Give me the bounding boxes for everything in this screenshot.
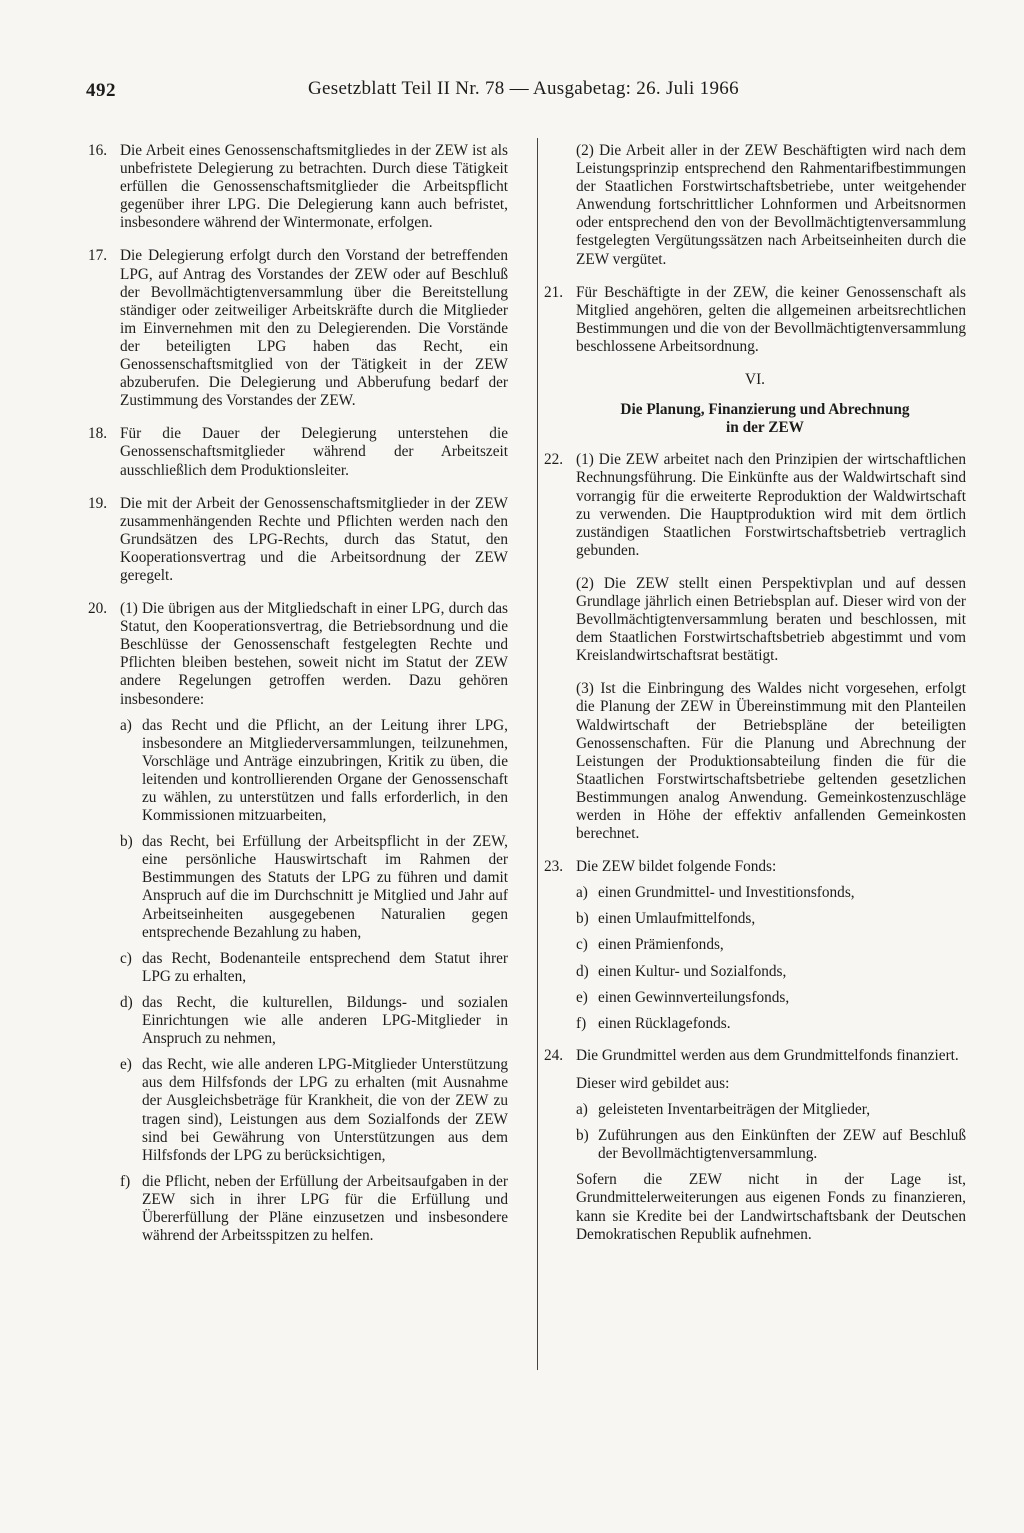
section-numeral: VI. [745, 371, 765, 389]
fonds-list [576, 884, 966, 1033]
list-item-text: einen Grundmittel- und Investitionsfonds, [598, 884, 855, 902]
paragraph-text: Die ZEW bildet folgende Fonds: [576, 858, 777, 876]
list-item-text: das Recht, die kulturellen, Bildungs- und sozialen Einrichtungen wie alle anderen LPG-Mitglieder in Anspruch zu nehmen, [142, 993, 508, 1048]
paragraph-text: Die Delegierung erfolgt durch den Vorstand der betreffenden LPG, auf Antrag des Vorstandes der ZEW oder auf Beschluß der Bevollmächtigtenversammlung über die Bereitstellung ständiger oder zeitweiliger Arbeitskräfte durch die Mitglieder im Einvernehmen mit den zu Delegierenden. Die Vorstände der beteiligten LPG haben das Recht, ein Genossenschaftsmitglied von der Tätigkeit in der ZEW abzuberufen. Die Delegierung und Abberufung bedarf der Zustimmung des Vorstandes der ZEW. [120, 247, 508, 410]
list-item [120, 1173, 508, 1245]
list-item-text: einen Rücklagefonds. [598, 1014, 731, 1032]
list-item-text: das Recht, bei Erfüllung der Arbeitspflicht in der ZEW, eine persönliche Hauswirtschaft im Rahmen der Bestimmungen des Statuts der LPG zu führen und damit Anspruch auf die im Durchschnitt je Mitglied und Jahr auf Arbeitseinheiten ausgegebenen Naturalien gegen entsprechende Bezahlung zu haben, [142, 833, 508, 941]
paragraph-21 [544, 284, 966, 356]
list-marker: c) [576, 936, 588, 954]
list-item [576, 910, 966, 928]
column-divider [537, 138, 538, 1370]
paragraph-number: 24. [544, 1046, 564, 1064]
list-item [576, 1101, 966, 1119]
list-marker: b) [120, 833, 133, 851]
paragraph-number: 22. [544, 451, 564, 469]
paragraph-text: Die Grundmittel werden aus dem Grundmittelfonds finanziert. [576, 1046, 959, 1064]
list-item-text: die Pflicht, neben der Erfüllung der Arbeitsaufgaben in der ZEW sich in ihrer LPG für die Erfüllung und Übererfüllung der Pläne einzusetzen und insbesondere während der Arbeitsspitzen zu helfen. [142, 1172, 508, 1245]
right-column [544, 142, 966, 1259]
running-title: Gesetzblatt Teil II Nr. 78 — Ausgabetag: 26. Juli 1966 [308, 78, 739, 99]
paragraph-23 [544, 858, 966, 876]
page-number: 492 [86, 80, 116, 101]
list-marker: f) [120, 1172, 131, 1190]
paragraph-number: 23. [544, 858, 564, 876]
paragraph-text: Die mit der Arbeit der Genossenschaftsmitglieder in der ZEW zusammenhängenden Rechte und Pflichten werden nach den Grundsätzen des LPG-Rechts, durch das Statut, den Kooperationsvertrag und die Arbeitsordnung der ZEW geregelt. [120, 494, 508, 584]
paragraph-20 [88, 600, 508, 709]
list-marker: f) [576, 1014, 587, 1032]
list-item-text: einen Umlaufmittelfonds, [598, 910, 756, 928]
list-marker: a) [120, 716, 132, 734]
paragraph-number: 19. [88, 494, 108, 512]
list-item-text: Zuführungen aus den Einkünften der ZEW auf Beschluß der Bevollmächtigtenversammlung. [598, 1127, 966, 1163]
paragraph-text: (1) Die übrigen aus der Mitgliedschaft in einer LPG, durch das Statut, den Kooperationsvertrag, die Betriebsordnung und die Beschlüsse der Genossenschaft festgelegten Rechte und Pflichten bleiben bestehen, soweit nicht im Statut der ZEW andere Regelungen getroffen werden. Dazu gehören insbesondere: [120, 600, 508, 708]
paragraph-text: Für die Dauer der Delegierung unterstehen die Genossenschaftsmitglieder während der Arbeitszeit ausschließlich dem Produktionsleiter. [120, 425, 508, 479]
list-marker: a) [576, 884, 588, 902]
list-marker: d) [120, 993, 133, 1011]
paragraph-22 [544, 451, 966, 560]
list-item-text: geleisteten Inventarbeiträgen der Mitglieder, [598, 1101, 871, 1119]
list-marker: d) [576, 962, 589, 980]
list-item [576, 884, 966, 902]
paragraph-18 [88, 425, 508, 479]
list-item-text: einen Prämienfonds, [598, 936, 724, 954]
section-title-line-1: Die Planung, Finanzierung und Abrechnung [620, 401, 910, 419]
paragraph-16 [88, 142, 508, 232]
list-marker: b) [576, 910, 589, 928]
paragraph-text: (1) Die ZEW arbeitet nach den Prinzipien der wirtschaftlichen Rechnungsführung. Die Einkünfte aus der Waldwirtschaft sind vorrangig für die erweiterte Reproduktion der Waldwirtschaft zu verwenden. Die Hauptproduktion wird mit dem örtlich zuständigen Staatlichen Forstwirtschaftsbetrieb vertraglich gebunden. [576, 451, 966, 559]
paragraph-24-list [576, 1101, 966, 1163]
list-item [120, 950, 508, 986]
left-column [88, 142, 508, 1253]
paragraph-24-closing: Sofern die ZEW nicht in der Lage ist, Grundmittelerweiterungen aus eigenen Fonds zu finanzieren, kann sie Kredite bei der Landwirtschaftsbank der Deutschen Demokratischen Republik aufnehmen. [576, 1171, 966, 1243]
paragraph-text: Für Beschäftigte in der ZEW, die keiner Genossenschaft als Mitglied angehören, gelten die allgemeinen arbeitsrechtlichen Bestimmungen und die von der Bevollmächtigtenversammlung beschlossene Arbeitsordnung. [576, 283, 966, 355]
list-item-text: einen Gewinnverteilungsfonds, [598, 988, 790, 1006]
paragraph-24-sub-intro: Dieser wird gebildet aus: [576, 1074, 730, 1092]
paragraph-number: 18. [88, 425, 108, 443]
paragraph-24 [544, 1047, 966, 1065]
paragraph-number: 17. [88, 247, 108, 265]
list-item-text: das Recht, Bodenanteile entsprechend dem Statut ihrer LPG zu erhalten, [142, 949, 508, 985]
paragraph-22-subsection-3: (3) Ist die Einbringung des Waldes nicht vorgesehen, erfolgt die Planung der ZEW in Übereinstimmung mit den Planteilen Waldwirtschaft der Betriebspläne der beteiligten Genossenschaften. Für die Planung und Abrechnung der Leistungen der Produktionsabteilung finden die für die Staatlichen Forstwirtschaftsbetriebe geltenden gesetzlichen Bestimmungen analog Anwendung. Gemeinkostenzuschläge werden in Höhe der effektiv anfallenden Gemeinkosten berechnet. [576, 680, 966, 843]
paragraph-19 [88, 495, 508, 585]
list-marker: e) [120, 1056, 132, 1074]
list-item [576, 963, 966, 981]
section-title-line-2: in der ZEW [726, 419, 804, 437]
section-title [544, 401, 966, 437]
paragraph-17 [88, 247, 508, 410]
list-marker: a) [576, 1101, 588, 1119]
list-item [576, 936, 966, 954]
list-item [576, 1127, 966, 1163]
list-item [120, 833, 508, 942]
paragraph-20-list [120, 717, 508, 1246]
list-item [576, 1015, 966, 1033]
list-item-text: das Recht und die Pflicht, an der Leitung ihrer LPG, insbesondere an Mitgliederversammlungen, teilzunehmen, Vorschläge und Anträge einzubringen, Kritik zu üben, die leitenden und kontrollierenden Organe der Genossenschaft zu wählen, zu unterstützen und falls erforderlich, in den Kommissionen mitzuarbeiten, [142, 716, 508, 825]
list-item-text: das Recht, wie alle anderen LPG-Mitglieder Unterstützung aus dem Hilfsfonds der LPG zu erhalten (mit Ausnahme der Ausgleichsbeträge für Krankheit, die von der ZEW zu tragen sind), Leistungen aus dem Sozialfonds der ZEW sind bei Gewährung von Unterstützungen aus dem Hilfsfonds der LPG zu berücksichtigen, [142, 1056, 508, 1164]
paragraph-20-subsection-2: (2) Die Arbeit aller in der ZEW Beschäftigten wird nach dem Leistungsprinzip entsprechend den Rahmentarifbestimmungen der Staatlichen Forstwirtschaftsbetriebe, unter weitgehender Anwendung fortschrittlicher Lohnformen und Arbeitsnormen oder entsprechend den von der Bevollmächtigtenversammlung festgelegten Vergütungssätzen nach Arbeitseinheiten durch die ZEW vergütet. [576, 142, 966, 268]
paragraph-22-subsection-2: (2) Die ZEW stellt einen Perspektivplan und auf dessen Grundlage jährlich einen Betriebsplan auf. Dieser wird von der Bevollmächtigtenversammlung beraten und beschlossen, mit dem Staatlichen Forstwirtschaftsbetrieb abgestimmt und vom Kreislandwirtschaftsrat bestätigt. [576, 574, 966, 665]
list-item [120, 717, 508, 826]
paragraph-text: Die Arbeit eines Genossenschaftsmitgliedes in der ZEW ist als unbefristete Delegierung zu betrachten. Durch diese Tätigkeit erfüllen die Genossenschaftsmitglieder die Arbeitspflicht gegenüber ihrer LPG. Die Delegierung kann auch befristet, insbesondere während der Wintermonate, erfolgen. [120, 142, 508, 232]
paragraph-number: 16. [88, 142, 108, 159]
paragraph-number: 20. [88, 600, 108, 618]
list-item [576, 989, 966, 1007]
list-item-text: einen Kultur- und Sozialfonds, [598, 962, 787, 980]
paragraph-number: 21. [544, 283, 564, 301]
list-item [120, 994, 508, 1048]
list-marker: b) [576, 1127, 589, 1145]
list-marker: e) [576, 988, 588, 1006]
list-marker: c) [120, 949, 132, 967]
list-item [120, 1056, 508, 1165]
